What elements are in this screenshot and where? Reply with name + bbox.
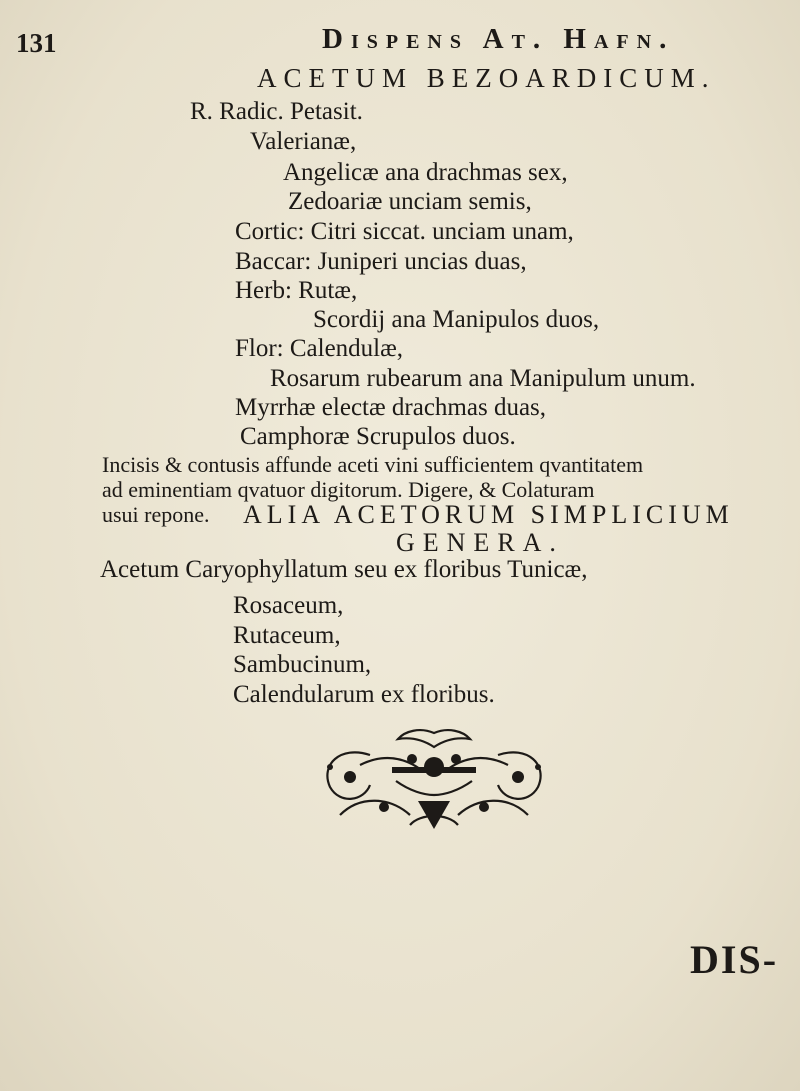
instruction-line: ad eminentiam qvatuor digitorum. Digere, & Colaturam <box>102 477 595 502</box>
recipe-line: Cortic: Citri siccat. unciam unam, <box>235 218 574 245</box>
section-line: Calendularum ex floribus. <box>233 681 495 708</box>
recipe-line: Zedoariæ unciam semis, <box>288 188 532 215</box>
section-line: Acetum Caryophyllatum seu ex floribus Tunicæ, <box>100 556 588 583</box>
section-title: ALIA ACETORUM SIMPLICIUM <box>243 500 734 529</box>
instruction-line: Incisis & contusis affunde aceti vini sufficientem qvantitatem <box>102 452 644 477</box>
section-line: Rosaceum, <box>233 592 344 619</box>
recipe-line: Myrrhæ electæ drachmas duas, <box>235 394 547 421</box>
recipe-line: R. Radic. Petasit. <box>190 98 363 125</box>
instruction-line: usui repone. <box>102 502 210 527</box>
recipe-line: Angelicæ ana drachmas sex, <box>283 159 568 186</box>
recipe-line: Valerianæ, <box>250 128 357 155</box>
recipe-line: Rosarum rubearum ana Manipulum unum. <box>270 365 696 392</box>
catchword: DIS- <box>690 937 779 982</box>
section-line: Rutaceum, <box>233 622 341 649</box>
section-title-continued: GENERA. <box>396 528 564 557</box>
section-line: Sambucinum, <box>233 651 372 678</box>
recipe-line: Camphoræ Scrupulos duos. <box>240 423 516 450</box>
recipe-line: Herb: Rutæ, <box>235 277 358 304</box>
page-number: 131 <box>16 28 57 58</box>
running-head: Dispens At. Hafn. <box>322 23 675 55</box>
recipe-line: Scordij ana Manipulos duos, <box>313 306 600 333</box>
recipe-line: Baccar: Juniperi uncias duas, <box>235 248 527 275</box>
recipe-line: Flor: Calendulæ, <box>235 335 404 362</box>
floral-tailpiece-ornament <box>300 725 568 837</box>
recipe-title: ACETUM BEZOARDICUM. <box>257 63 716 93</box>
